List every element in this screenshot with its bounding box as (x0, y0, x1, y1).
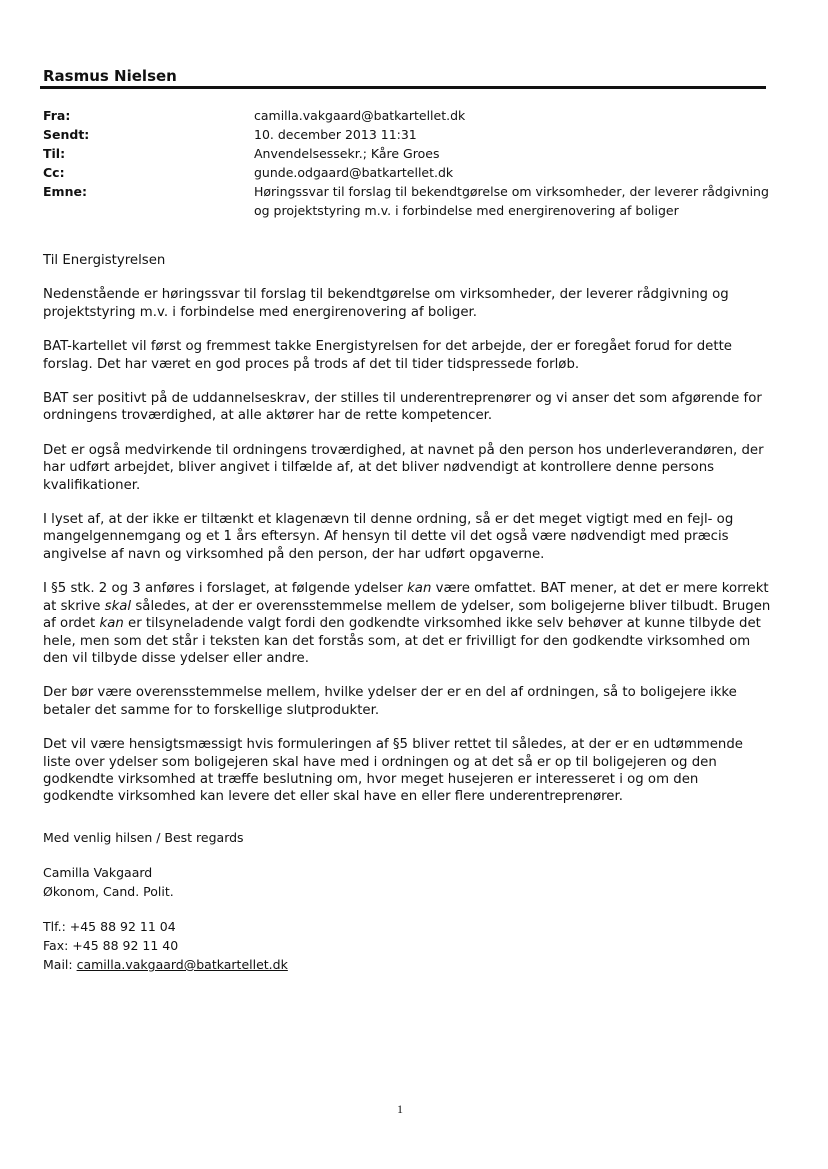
paragraph: Det er også medvirkende til ordningens troværdighed, at navnet på den person hos underleverandøren, der har udført arbejdet, bliver angivet i tilfælde af, at det bliver nødvendigt at kontrollere denne persons kvalifikationer. (43, 442, 764, 493)
mail-label: Mail: (43, 957, 77, 972)
phone-line: Tlf.: +45 88 92 11 04 (43, 919, 176, 934)
italic-word: kan (99, 616, 124, 632)
signature-block (43, 828, 543, 974)
text-segment: I §5 stk. 2 og 3 anføres i forslaget, at følgende ydelser (43, 581, 408, 597)
paragraph: I lyset af, at der ikke er tiltænkt et klagenævn til denne ordning, så er det meget vigtigt med en fejl- og mangelgennemgang og et 1 års eftersyn. Af hensyn til dette vil det også være nødvendigt med præcis angivelse af navn og virksomhed på den person, der har udført opgaverne. (43, 512, 734, 562)
closing: Med venlig hilsen / Best regards (43, 830, 244, 845)
mail-link[interactable]: camilla.vakgaard@batkartellet.dk (76, 957, 288, 972)
letter-body (43, 252, 773, 823)
header-label: Cc: (43, 165, 65, 180)
header-divider (40, 86, 766, 89)
italic-word: skal (104, 598, 132, 614)
fax-line: Fax: +45 88 92 11 40 (43, 938, 179, 953)
signer-name: Camilla Vakgaard (43, 865, 153, 880)
header-row-to (43, 144, 773, 163)
italic-word: kan (407, 581, 432, 597)
header-row-from (43, 106, 773, 125)
header-label: Til: (43, 146, 66, 161)
header-value-from: camilla.vakgaard@batkartellet.dk (254, 108, 466, 123)
header-value-cc: gunde.odgaard@batkartellet.dk (254, 165, 454, 180)
header-label: Fra: (43, 108, 71, 123)
page-number: 1 (397, 1102, 403, 1116)
header-value-to: Anvendelsessekr.; Kåre Groes (254, 146, 440, 161)
signer-title: Økonom, Cand. Polit. (43, 884, 174, 899)
paragraph: BAT ser positivt på de uddannelseskrav, der stilles til underentreprenører og vi anser det som afgørende for ordningens troværdighed, at alle aktører har de rette kompetencer. (43, 391, 762, 424)
header-row-cc (43, 163, 773, 182)
header-label: Sendt: (43, 127, 90, 142)
header-row-subject (43, 182, 773, 220)
paragraph: Der bør være overensstemmelse mellem, hvilke ydelser der er en del af ordningen, så to boligejere ikke betaler det samme for to forskellige slutprodukter. (43, 685, 737, 718)
header-label: Emne: (43, 184, 87, 199)
text-segment: er tilsyneladende valgt fordi den godkendte virksomhed ikke selv behøver at kunne tilbyde det hele, men som det står i teksten kan det forstås som, at det er frivilligt for den godkendte virksomhed om den vil tilbyde disse ydelser eller andre. (43, 616, 761, 666)
paragraph (43, 580, 773, 667)
text-segment: være omfattet. BAT mener, at det er mere korrekt at skrive (43, 581, 769, 614)
paragraph: Nedenstående er høringssvar til forslag til bekendtgørelse om virksomheder, der leverer rådgivning og projektstyring m.v. i forbindelse med energirenovering af boliger. (43, 287, 729, 320)
header-row-sent (43, 125, 773, 144)
header-value-subject: Høringssvar til forslag til bekendtgørelse om virksomheder, der leverer rådgivning og projektstyring m.v. i forbindelse med energirenovering af boliger (254, 184, 769, 218)
paragraph: Det vil være hensigtsmæssigt hvis formuleringen af §5 bliver rettet til således, at der er en udtømmende liste over ydelser som boligejeren skal have med i ordningen og at det så er op til boligejeren og den godkendte virksomhed at træffe beslutning om, hvor meget husejeren er interesseret i og om den godkendte virksomhed kan levere det eller skal have en eller flere underentreprenører. (43, 737, 743, 805)
mail-line (43, 955, 543, 974)
sender-name: Rasmus Nielsen (43, 67, 177, 85)
header-value-sent: 10. december 2013 11:31 (254, 127, 417, 142)
greeting: Til Energistyrelsen (43, 253, 166, 268)
email-headers (43, 106, 773, 220)
text-segment: således, at der er overensstemmelse mellem de ydelser, som boligejerne bliver tilbudt. Brugen af ordet (43, 598, 771, 632)
paragraph: BAT-kartellet vil først og fremmest takke Energistyrelsen for det arbejde, der er foregået forud for dette forslag. Det har været en god proces på trods af det til tider tidspressede forløb. (43, 339, 732, 372)
